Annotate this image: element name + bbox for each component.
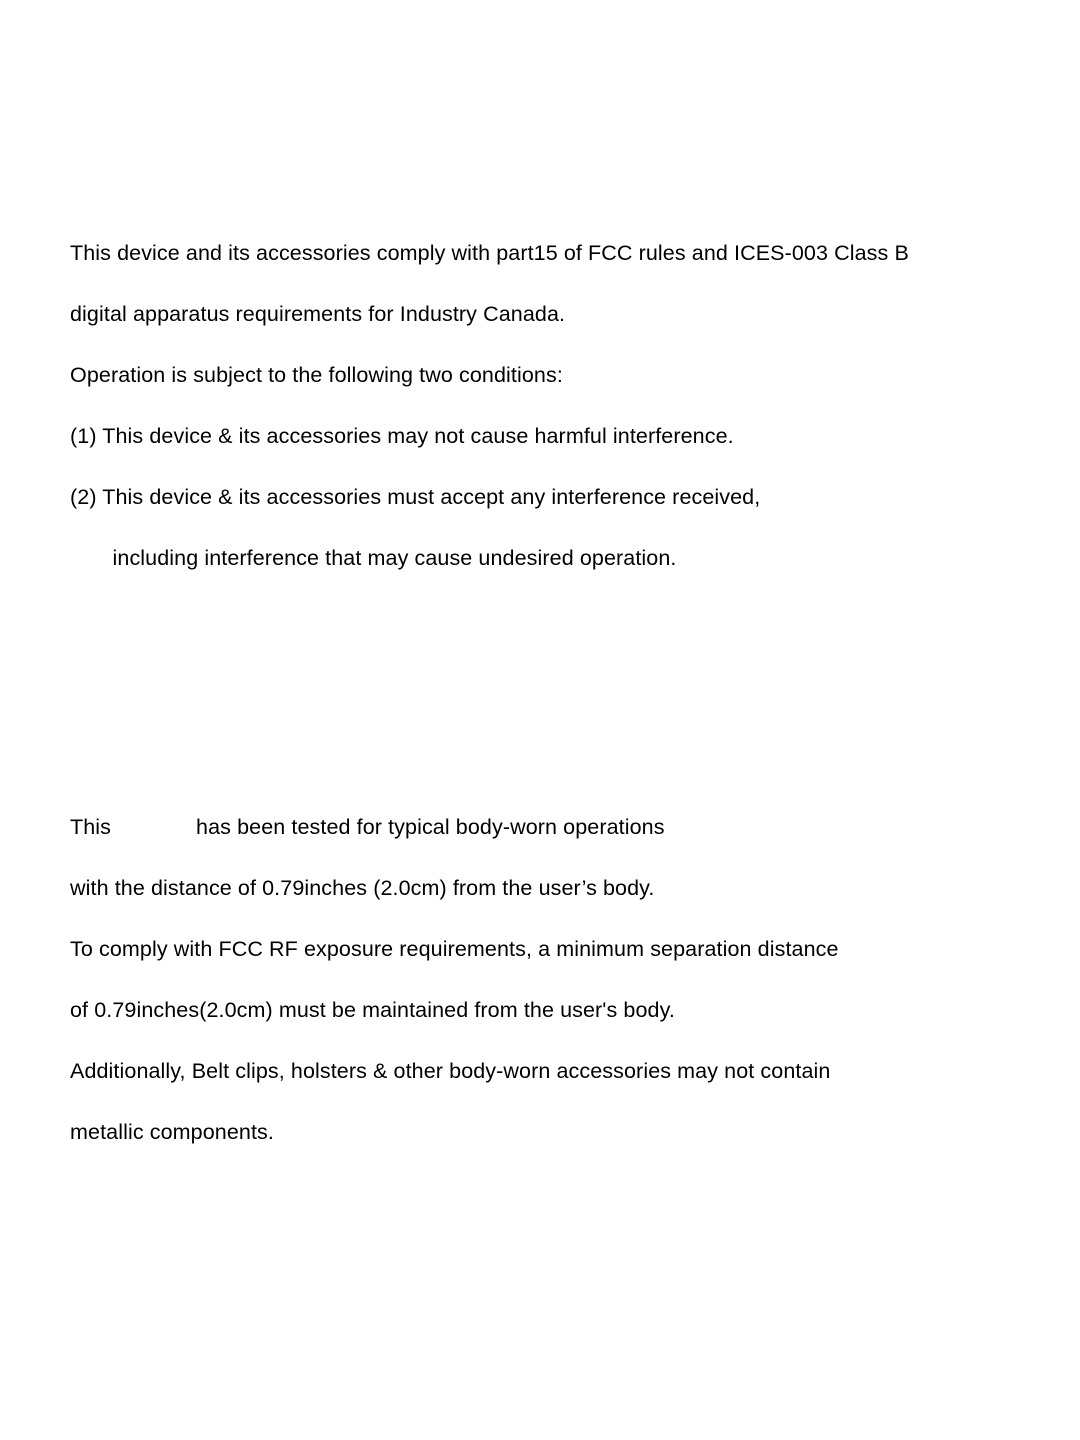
- text-line: Operation is subject to the following two conditions:: [70, 363, 563, 387]
- text-line: To comply with FCC RF exposure requirements, a minimum separation distance: [70, 937, 839, 961]
- text-line: Additionally, Belt clips, holsters & other body-worn accessories may not contain: [70, 1059, 831, 1083]
- text-line: (2) This device & its accessories must accept any interference received,: [70, 485, 761, 509]
- text-line: This device and its accessories comply with part15 of FCC rules and ICES-003 Class B: [70, 241, 909, 265]
- rf-exposure-paragraph: [70, 797, 1040, 1163]
- text-line: metallic components.: [70, 1120, 274, 1144]
- text-line: of 0.79inches(2.0cm) must be maintained from the user's body.: [70, 998, 675, 1022]
- text-line: digital apparatus requirements for Industry Canada.: [70, 302, 566, 326]
- text-line: with the distance of 0.79inches (2.0cm) from the user’s body.: [70, 876, 655, 900]
- text-line: (1) This device & its accessories may not cause harmful interference.: [70, 424, 734, 448]
- text-line-with-redaction-gap: This has been tested for typical body-worn operations: [70, 815, 665, 839]
- text-line-indented: including interference that may cause undesired operation.: [70, 546, 677, 570]
- fcc-compliance-paragraph: [70, 223, 1040, 589]
